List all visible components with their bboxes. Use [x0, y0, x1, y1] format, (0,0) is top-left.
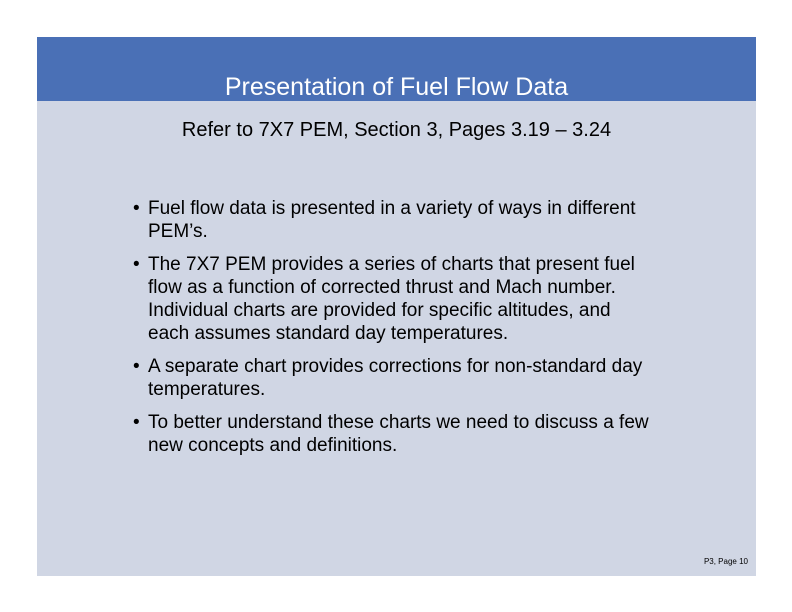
bullet-icon: •	[133, 198, 140, 219]
page-number: P3, Page 10	[703, 557, 748, 566]
slide-title: Presentation of Fuel Flow Data	[224, 73, 569, 101]
bullet-item	[133, 411, 653, 457]
slide	[37, 37, 756, 576]
bullet-icon: •	[133, 412, 140, 433]
bullet-icon: •	[133, 356, 140, 377]
bullet-item	[133, 197, 653, 243]
bullet-list	[133, 197, 653, 467]
bullet-text: Fuel flow data is presented in a variety of ways in different PEM’s.	[148, 198, 636, 242]
bullet-item	[133, 253, 653, 345]
bullet-text: A separate chart provides corrections for non-standard day temperatures.	[148, 356, 643, 400]
slide-subtitle: Refer to 7X7 PEM, Section 3, Pages 3.19 – 3.24	[181, 119, 612, 141]
bullet-icon: •	[133, 254, 140, 275]
bullet-text: The 7X7 PEM provides a series of charts that present fuel flow as a function of corrected thrust and Mach number. Individual charts are provided for specific altitudes, and each assumes standard day temperatures.	[148, 254, 635, 344]
bullet-text: To better understand these charts we need to discuss a few new concepts and definitions.	[148, 412, 649, 456]
bullet-item	[133, 355, 653, 401]
